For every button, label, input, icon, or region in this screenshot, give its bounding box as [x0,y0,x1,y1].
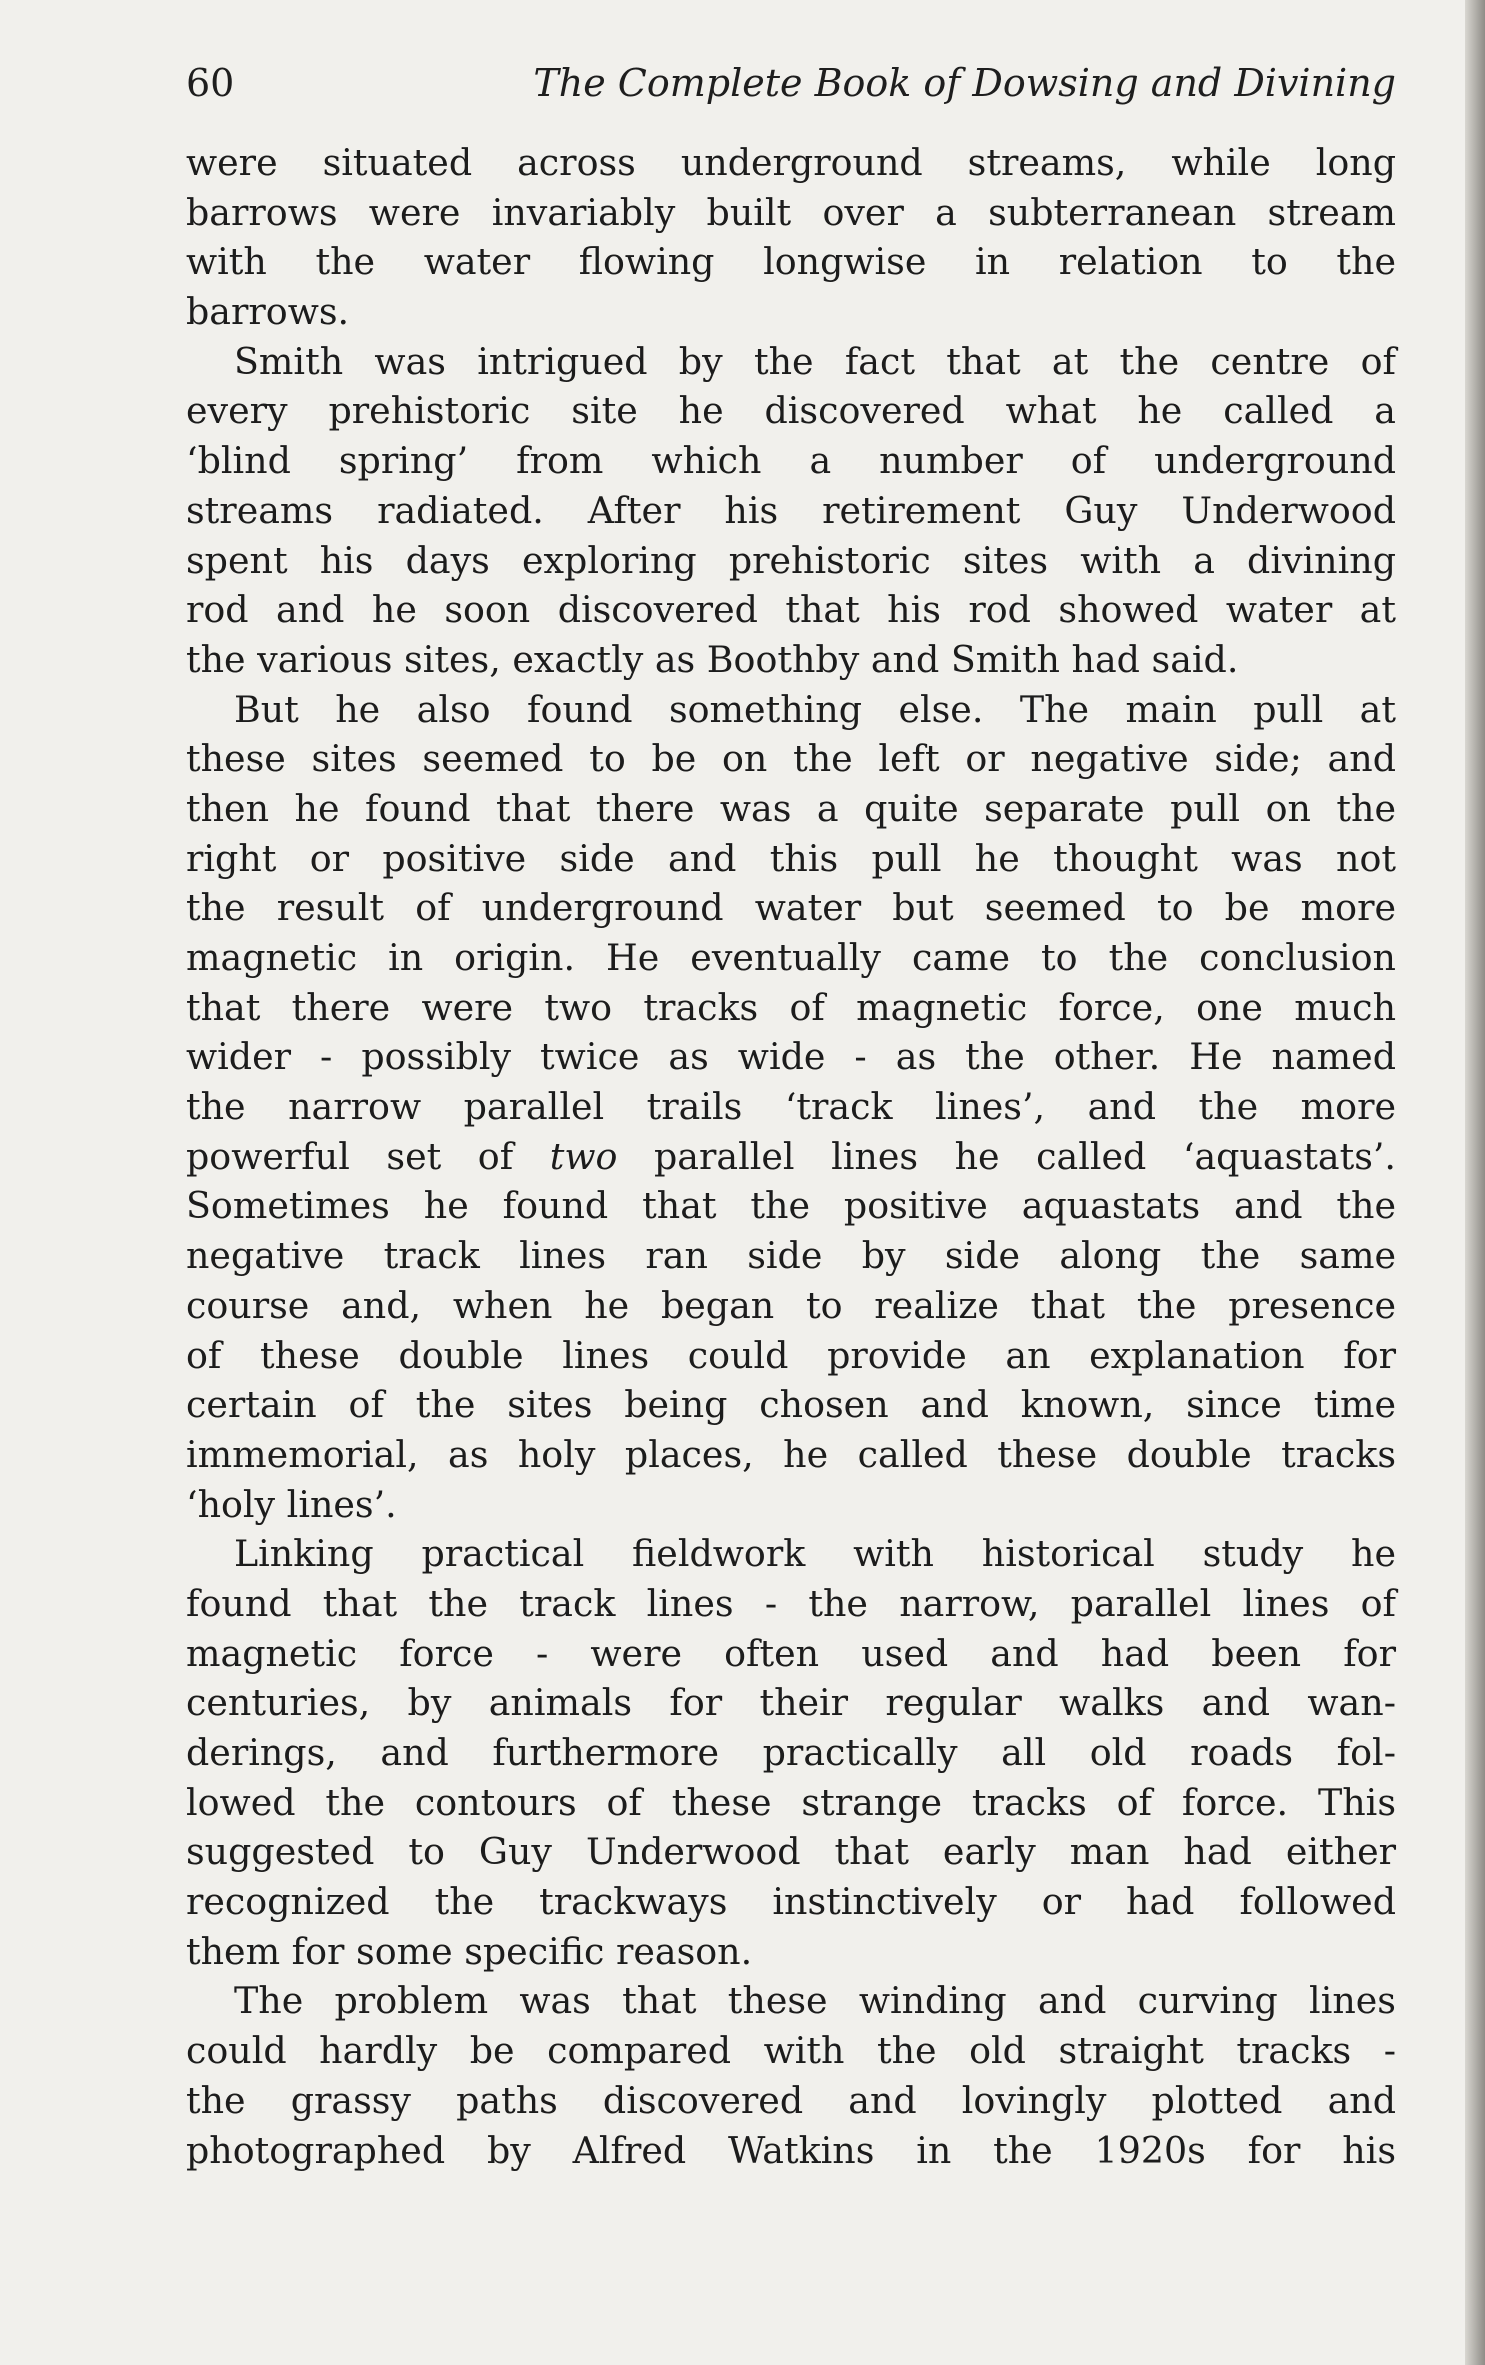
text-line: of these double lines could provide an explanation for [186,1333,1396,1377]
paragraph-start-line: The problem was that these winding and curving lines [234,1979,1396,2023]
text-line: magnetic force - were often used and had been for [186,1631,1396,1675]
text-line: the various sites, exactly as Boothby and Smith had said. [186,637,1239,681]
text-line: barrows were invariably built over a subterranean stream [186,190,1396,234]
text-line: recognized the trackways instinctively or had followed [186,1880,1396,1924]
text-line: then he found that there was a quite separate pull on the [186,786,1396,830]
text-line: suggested to Guy Underwood that early man had either [186,1830,1396,1874]
paragraph-start-line: Linking practical fieldwork with historical study he [234,1532,1396,1576]
text-line: wider - possibly twice as wide - as the other. He named [186,1035,1396,1079]
page-number: 60 [186,61,235,105]
text-line: lowed the contours of these strange tracks of force. This [186,1780,1396,1824]
text-line: centuries, by animals for their regular walks and wan- [186,1681,1396,1725]
text-line: derings, and furthermore practically all old roads fol- [186,1731,1396,1774]
line-text-after-emphasis: parallel lines he called ‘aquastats’. [617,1134,1397,1178]
text-line: could hardly be compared with the old straight tracks - [186,2029,1396,2073]
text-line: found that the track lines - the narrow, parallel lines of [186,1581,1396,1625]
text-line: were situated across underground streams, while long [186,141,1396,184]
text-line: photographed by Alfred Watkins in the 1920s for his [186,2128,1396,2172]
text-line: spent his days exploring prehistoric sites with a divining [186,538,1396,582]
body-text [186,138,1396,2175]
text-line: streams radiated. After his retirement Guy Underwood [186,488,1396,532]
text-line: ‘holy lines’. [186,1482,397,1526]
text-line: ‘blind spring’ from which a number of underground [186,439,1396,483]
text-line: the grassy paths discovered and lovingly plotted and [186,2078,1396,2122]
line-text-before-emphasis: powerful set of [186,1134,550,1178]
text-line: rod and he soon discovered that his rod showed water at [186,588,1396,632]
text-line: immemorial, as holy places, he called these double tracks [186,1432,1396,1476]
paragraph-start-line: Smith was intrigued by the fact that at the centre of [234,339,1396,383]
text-line: certain of the sites being chosen and known, since time [186,1383,1396,1427]
text-line: with the water flowing longwise in relation to the [186,240,1396,284]
text-line: Sometimes he found that the positive aquastats and the [186,1184,1396,1228]
text-line [186,1132,1396,1182]
text-line: negative track lines ran side by side along the same [186,1234,1396,1278]
text-line: right or positive side and this pull he thought was not [186,836,1396,880]
text-line: the narrow parallel trails ‘track lines’, and the more [186,1085,1396,1129]
text-line: that there were two tracks of magnetic force, one much [186,985,1396,1029]
paragraph-start-line: But he also found something else. The main pull at [234,687,1396,731]
text-line: the result of underground water but seemed to be more [186,886,1396,930]
text-line: magnetic in origin. He eventually came to the conclusion [186,936,1396,979]
text-line: barrows. [186,290,350,334]
text-line: course and, when he began to realize that the presence [186,1283,1396,1327]
running-head [186,58,1396,108]
text-line: every prehistoric site he discovered what he called a [186,389,1396,433]
book-title: The Complete Book of Dowsing and Divining [533,61,1396,105]
text-line: these sites seemed to be on the left or negative side; and [186,737,1396,781]
emphasized-word: two [549,1134,618,1178]
text-line: them for some specific reason. [186,1929,753,1973]
page-edge-shadow [1465,0,1485,2365]
